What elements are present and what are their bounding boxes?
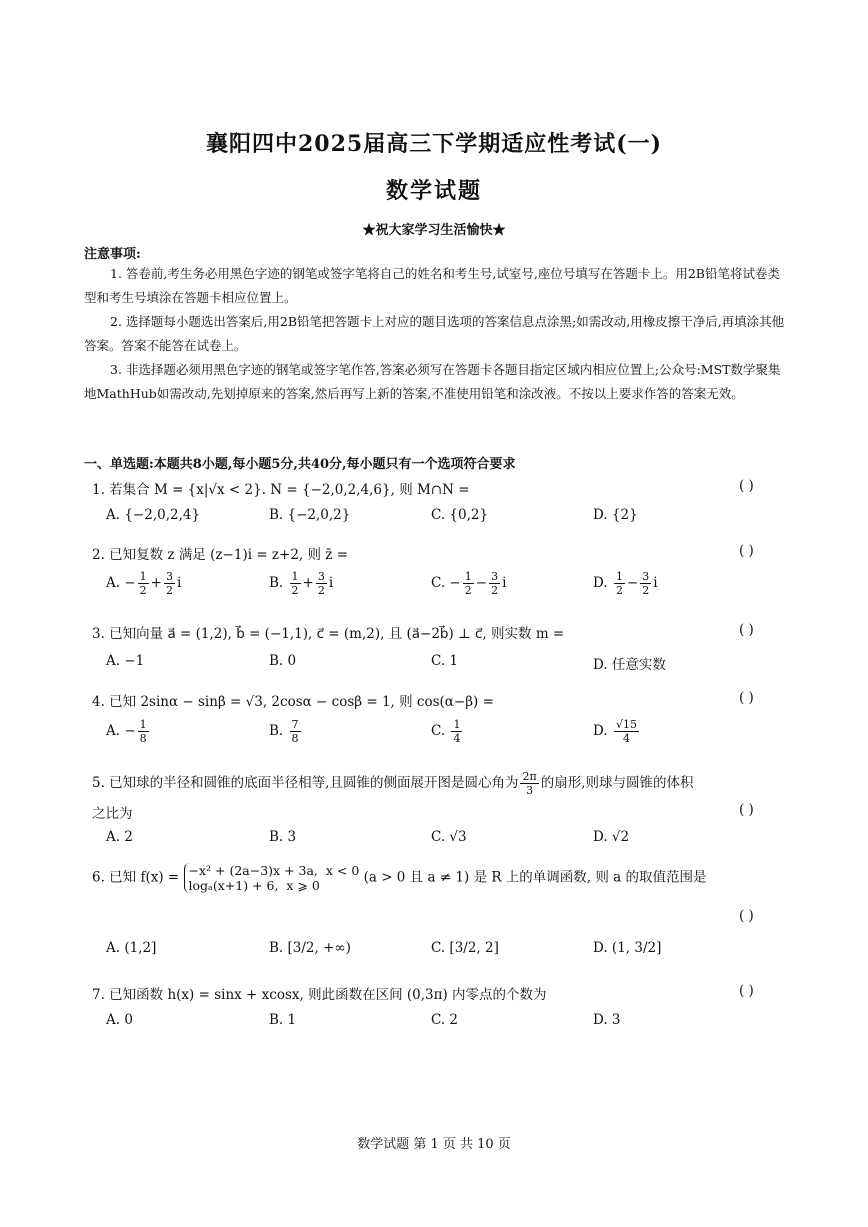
question-4-answer-blank[interactable]: ( ) — [739, 690, 754, 706]
piecewise-function: −x² + (2a−3)x + 3a, x < 0 logₐ(x+1) + 6, x ⩾ 0 — [184, 863, 360, 893]
question-6-option-a[interactable]: A. (1,2] — [106, 940, 157, 956]
question-4-option-d[interactable]: D. $\frac{√15}{4}$ — [593, 718, 637, 745]
question-7-answer-blank[interactable]: ( ) — [739, 983, 754, 999]
question-5-stem-cont: 之比为 — [92, 806, 133, 822]
question-2-answer-blank[interactable]: ( ) — [739, 543, 754, 559]
question-5-stem: 5. 已知球的半径和圆锥的底面半径相等,且圆锥的侧面展开图是圆心角为 $\frac{2\pi}{3}$ 的扇形,则球与圆锥的体积 — [92, 770, 694, 797]
note-item-1: 1. 答卷前,考生务必用黑色字迹的钢笔或签字笔将自己的姓名和考生号,试室号,座位号填写在答题卡上。用2B铅笔将试卷类型和考生号填涂在答题卡相应位置上。 — [84, 266, 780, 305]
question-2-option-c[interactable]: C. − $\frac{1}{2}$ − $\frac{3}{2}$ i — [431, 570, 507, 597]
exam-title: 襄阳四中2025届高三下学期适应性考试(一) — [205, 131, 663, 157]
question-6-option-c[interactable]: C. [3/2, 2] — [431, 940, 499, 956]
page-footer: 数学试题 第 1 页 共 10 页 — [357, 1137, 511, 1152]
question-3-option-d[interactable]: D. 任意实数 — [593, 657, 666, 673]
question-5-option-a[interactable]: A. 2 — [106, 829, 133, 845]
question-7-option-c[interactable]: C. 2 — [431, 1012, 459, 1028]
question-1-option-d[interactable]: D. {2} — [593, 507, 638, 523]
question-1-option-c[interactable]: C. {0,2} — [431, 507, 489, 523]
question-6-option-b[interactable]: B. [3/2, +∞) — [269, 940, 351, 956]
question-7-option-a[interactable]: A. 0 — [106, 1012, 133, 1028]
question-3-option-b[interactable]: B. 0 — [269, 653, 297, 669]
motto: ★祝大家学习生活愉快★ — [362, 223, 506, 238]
question-5-option-d[interactable]: D. √2 — [593, 829, 630, 845]
question-1-answer-blank[interactable]: ( ) — [739, 478, 754, 494]
question-1-stem: 1. 若集合 M = {x|√x < 2}. N = {−2,0,2,4,6}, 则 M∩N = — [92, 482, 470, 498]
question-2-option-a[interactable]: A. − $\frac{1}{2}$ + $\frac{3}{2}$ i — [106, 570, 182, 597]
question-6-option-d[interactable]: D. (1, 3/2] — [593, 940, 662, 956]
question-2-option-d[interactable]: D. $\frac{1}{2}$ − $\frac{3}{2}$ i — [593, 570, 658, 597]
question-4-stem: 4. 已知 2sinα − sinβ = √3, 2cosα − cosβ = 1, 则 cos(α−β) = — [92, 694, 494, 710]
question-1-option-b[interactable]: B. {−2,0,2} — [269, 507, 351, 523]
question-4-option-a[interactable]: A. − $\frac{1}{8}$ — [106, 718, 147, 745]
question-2-stem: 2. 已知复数 z 满足 (z−1)i = z+2, 则 z̄ = — [92, 547, 349, 563]
question-3-stem: 3. 已知向量 a⃗ = (1,2), b⃗ = (−1,1), c⃗ = (m,2), 且 (a⃗−2b⃗) ⊥ c⃗, 则实数 m = — [92, 626, 565, 642]
question-5-answer-blank[interactable]: ( ) — [739, 802, 754, 818]
question-7-stem: 7. 已知函数 h(x) = sinx + xcosx, 则此函数在区间 (0,3π) 内零点的个数为 — [92, 987, 547, 1003]
question-5-option-c[interactable]: C. √3 — [431, 829, 467, 845]
question-3-option-c[interactable]: C. 1 — [431, 653, 459, 669]
question-4-option-b[interactable]: B. $\frac{7}{8}$ — [269, 718, 299, 745]
question-6-answer-blank[interactable]: ( ) — [739, 908, 754, 924]
question-4-option-c[interactable]: C. $\frac{1}{4}$ — [431, 718, 461, 745]
notes-heading: 注意事项: — [84, 247, 141, 262]
exam-subtitle: 数学试题 — [385, 178, 482, 204]
question-7-option-d[interactable]: D. 3 — [593, 1012, 621, 1028]
question-2-option-b[interactable]: B. $\frac{1}{2}$ + $\frac{3}{2}$ i — [269, 570, 334, 597]
question-5-option-b[interactable]: B. 3 — [269, 829, 297, 845]
question-7-option-b[interactable]: B. 1 — [269, 1012, 297, 1028]
question-3-option-a[interactable]: A. −1 — [106, 653, 145, 669]
section-title: 一、单选题:本题共8小题,每小题5分,共40分,每小题只有一个选项符合要求 — [84, 457, 516, 472]
question-3-answer-blank[interactable]: ( ) — [739, 622, 754, 638]
question-6-stem: 6. 已知 f(x) = −x² + (2a−3)x + 3a, x < 0 logₐ(x+1) + 6, x ⩾ 0 (a > 0 且 a ≠ 1) 是 R 上的单调函数, 则 a 的取值范围是 — [92, 863, 707, 893]
note-item-3: 3. 非选择题必须用黑色字迹的钢笔或签字笔作答,答案必须写在答题卡各题目指定区域内相应位置上;公众号:MST数学聚集地MathHub如需改动,先划掉原来的答案,然后再写上新的答案,不准使用铅笔和涂改液。不按以上要求作答的答案无效。 — [84, 362, 781, 401]
note-item-2: 2. 选择题每小题选出答案后,用2B铅笔把答题卡上对应的题目选项的答案信息点涂黑;如需改动,用橡皮擦干净后,再填涂其他答案。答案不能答在试卷上。 — [84, 314, 785, 353]
question-1-option-a[interactable]: A. {−2,0,2,4} — [106, 507, 201, 523]
